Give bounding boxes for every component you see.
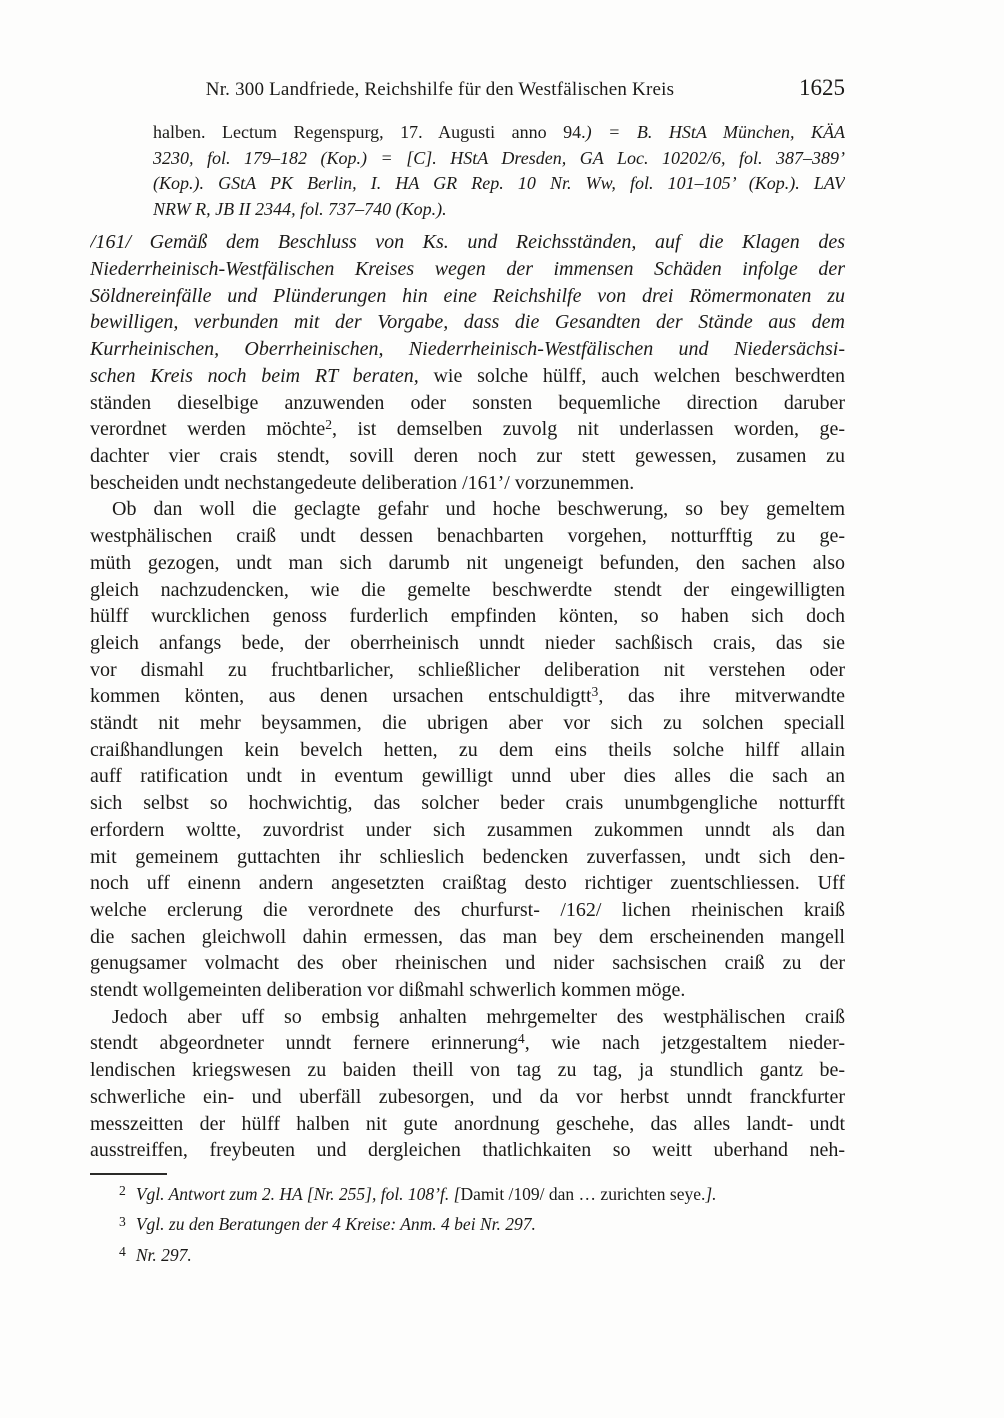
text-segment: wie solche hülff, auch welchen beschwerdten <box>418 364 845 387</box>
text-line <box>90 443 845 470</box>
footnote <box>90 1241 845 1271</box>
footnotes-section <box>90 1180 845 1271</box>
text-line <box>90 496 845 523</box>
footnote-marker: 2 <box>325 417 333 433</box>
text-line <box>90 1137 845 1164</box>
text-column <box>90 120 845 1271</box>
text-segment: halben. Lectum Regenspurg, 17. Augusti anno 94. <box>153 122 586 142</box>
text-line <box>90 737 845 764</box>
footnote-number: 4 <box>119 1244 126 1260</box>
footnote <box>90 1180 845 1210</box>
footnote-marker: 3 <box>591 684 599 700</box>
text-segment: Ob dan woll die geclagte gefahr und hoche beschwerung, so bey gemeltem <box>112 498 845 521</box>
text-line <box>90 817 845 844</box>
footnote-text-segment: ]. <box>705 1183 717 1204</box>
text-line <box>90 950 845 977</box>
text-line <box>90 977 845 1004</box>
text-segment: (Kop.). GStA PK Berlin, I. HA GR Rep. 10 Nr. Ww, fol. 101–105’ (Kop.). LAV <box>153 173 845 194</box>
text-line <box>90 790 845 817</box>
body-paragraph <box>90 496 845 1003</box>
text-segment: müth gezogen, undt man sich darumb nit ungeneigt befunden, den sachen also <box>90 551 845 574</box>
text-line <box>90 630 845 657</box>
running-head <box>90 75 845 109</box>
text-line <box>90 1030 845 1057</box>
text-segment: westphälischen craiß undt dessen benachbarten vorgehen, notturfftig zu ge- <box>90 525 845 548</box>
text-segment: hülff wurcklichen genoss furderlich empfinden könten, so haben sich doch <box>90 605 845 628</box>
text-line <box>90 897 845 924</box>
text-segment: schwerliche ein- und uberfäll zubesorgen, und da vor herbst unndt franckfurter <box>90 1085 845 1108</box>
text-segment: genugsamer volmacht des ober rheinischen und nider sachsischen craiß zu der <box>90 952 845 975</box>
text-segment: die sachen gleichwoll dahin ermessen, das man bey dem erscheinenden mangell <box>90 925 845 948</box>
text-line <box>90 363 845 390</box>
page-number: 1625 <box>799 75 845 100</box>
text-segment: dachter vier crais stendt, sovill deren noch zur stett gewessen, zusamen zu <box>90 445 845 467</box>
text-segment: schen Kreis noch beim RT beraten, <box>90 364 419 387</box>
footnote-number: 3 <box>119 1213 126 1229</box>
text-segment: auff ratification undt in eventum gewilligt unnd uber dies alles die sach an <box>90 765 845 788</box>
text-segment: Söldnereinfälle und Plünderungen hin eine Reichshilfe von drei Römermonaten zu <box>90 284 845 307</box>
text-line <box>90 924 845 951</box>
text-segment: ständen dieselbige anzuwenden oder sonsten bequemliche direction daruber <box>90 391 845 414</box>
text-segment: messzeitten der hülff halben nit gute anordnung geschehe, das alles landt- undt <box>90 1112 845 1135</box>
text-line <box>90 1111 845 1138</box>
text-segment: /161/ Gemäß dem Beschluss von Ks. und Reichsständen, auf die Klagen des <box>90 231 845 254</box>
text-line <box>90 603 845 630</box>
text-line <box>90 844 845 871</box>
text-segment: ) = B. HStA München, KÄA <box>585 122 845 142</box>
text-segment: gleich nachzudencken, wie die gemelte beschwerdte stendt der eingewilligten <box>90 578 845 601</box>
text-segment: noch uff einenn andern angesetzten craißtag desto richtiger zuentschliessen. Uff <box>90 872 845 895</box>
text-line <box>90 763 845 790</box>
text-line <box>153 146 845 172</box>
text-segment: sich selbst so hochwichtig, das solcher beder crais unumbgengliche notturfft <box>90 792 845 815</box>
footnote <box>90 1210 845 1240</box>
text-line <box>90 1004 845 1031</box>
text-segment: verordnet werden möchte <box>90 418 326 441</box>
body-paragraph <box>90 1004 845 1164</box>
text-segment: welche erclerung die verordnete des churfurst- /162/ lichen rheinischen kraiß <box>90 898 845 921</box>
text-segment: gleich anfangs bede, der oberrheinisch unndt nieder sachßisch crais, das sie <box>90 631 845 654</box>
text-line <box>153 197 845 223</box>
text-segment: stendt wollgemeinten deliberation vor dißmahl schwerlich kommen möge. <box>90 979 686 1002</box>
source-citation-block <box>153 120 845 222</box>
running-head-title: Nr. 300 Landfriede, Reichshilfe für den Westfälischen Kreis <box>205 79 675 100</box>
text-segment: , ist demselben zuvolg nit underlassen worden, ge- <box>332 418 845 441</box>
text-line <box>90 870 845 897</box>
text-line <box>90 523 845 550</box>
text-segment: Kurrheinischen, Oberrheinischen, Niederrheinisch-Westfälischen und Niedersächsi- <box>90 338 845 361</box>
text-segment: 3230, fol. 179–182 (Kop.) = [C]. HStA Dresden, GA Loc. 10202/6, fol. 387–389’ <box>153 147 845 168</box>
text-line <box>90 657 845 684</box>
footnote-text-segment: Nr. 297. <box>135 1244 192 1265</box>
footnote-number: 2 <box>119 1183 126 1199</box>
text-segment: kommen könten, aus denen ursachen entschuldigtt <box>90 685 592 708</box>
text-line <box>90 470 845 497</box>
text-line <box>90 309 845 336</box>
text-line <box>90 710 845 737</box>
text-line <box>90 1057 845 1084</box>
text-segment: craißhandlungen kein bevelch hetten, zu dem eins theils solche hilff allain <box>90 738 845 761</box>
text-segment: , wie nach jetzgestaltem nieder- <box>524 1032 845 1055</box>
text-line <box>90 416 845 443</box>
text-segment: bescheiden undt nechstangedeute deliberation /161’/ vorzunemmen. <box>90 471 635 494</box>
text-segment: mit gemeinem guttachten ihr schlieslich bedencken zuverfassen, undt sich den- <box>90 845 845 868</box>
text-segment: , das ihre mitverwandte <box>598 685 845 708</box>
footnote-separator-rule <box>90 1173 167 1175</box>
summary-paragraph <box>90 229 845 496</box>
text-segment: lendischen kriegswesen zu baiden theill von tag zu tag, ja stundlich gantz be- <box>90 1059 845 1082</box>
text-line <box>90 577 845 604</box>
text-line <box>153 120 845 146</box>
text-segment: Jedoch aber uff so embsig anhalten mehrgemelter des westphälischen craiß <box>112 1005 845 1028</box>
text-segment: vor dismahl zu fruchtbarlicher, schließlicher deliberation nit verstehen oder <box>90 658 845 681</box>
text-segment: stendt abgeordneter unndt fernere erinnerung <box>90 1032 518 1055</box>
footnote-marker: 4 <box>517 1031 525 1047</box>
footnote-text-segment: Vgl. zu den Beratungen der 4 Kreise: Anm. 4 bei Nr. 297. <box>135 1214 536 1235</box>
text-segment: bewilligen, verbunden mit der Vorgabe, dass die Gesandten der Stände aus dem <box>90 311 845 334</box>
footnote-text-segment: Damit /109/ dan … zurichten seye. <box>460 1183 706 1204</box>
text-segment: Niederrheinisch-Westfälischen Kreises wegen der immensen Schäden infolge der <box>90 258 845 281</box>
text-line <box>90 229 845 256</box>
footnote-text-segment: Vgl. Antwort zum 2. HA [Nr. 255], fol. 108’f. [ <box>135 1183 461 1204</box>
text-segment: NRW R, JB II 2344, fol. 737–740 (Kop.). <box>153 198 447 219</box>
text-line <box>90 283 845 310</box>
text-line <box>90 336 845 363</box>
text-line <box>153 171 845 197</box>
text-segment: ständt nit mehr beysammen, die ubrigen aber vor sich zu solchen speciall <box>90 712 845 735</box>
text-line <box>90 256 845 283</box>
text-segment: erfordern woltte, zuvordrist under sich zusammen zukommen unndt als dan <box>90 818 845 841</box>
text-line <box>90 683 845 710</box>
text-line <box>90 550 845 577</box>
text-segment: ausstreiffen, freybeuten und dergleichen thatlichkaiten so weitt uberhand neh- <box>90 1139 845 1162</box>
text-line <box>90 1084 845 1111</box>
text-line <box>90 390 845 417</box>
